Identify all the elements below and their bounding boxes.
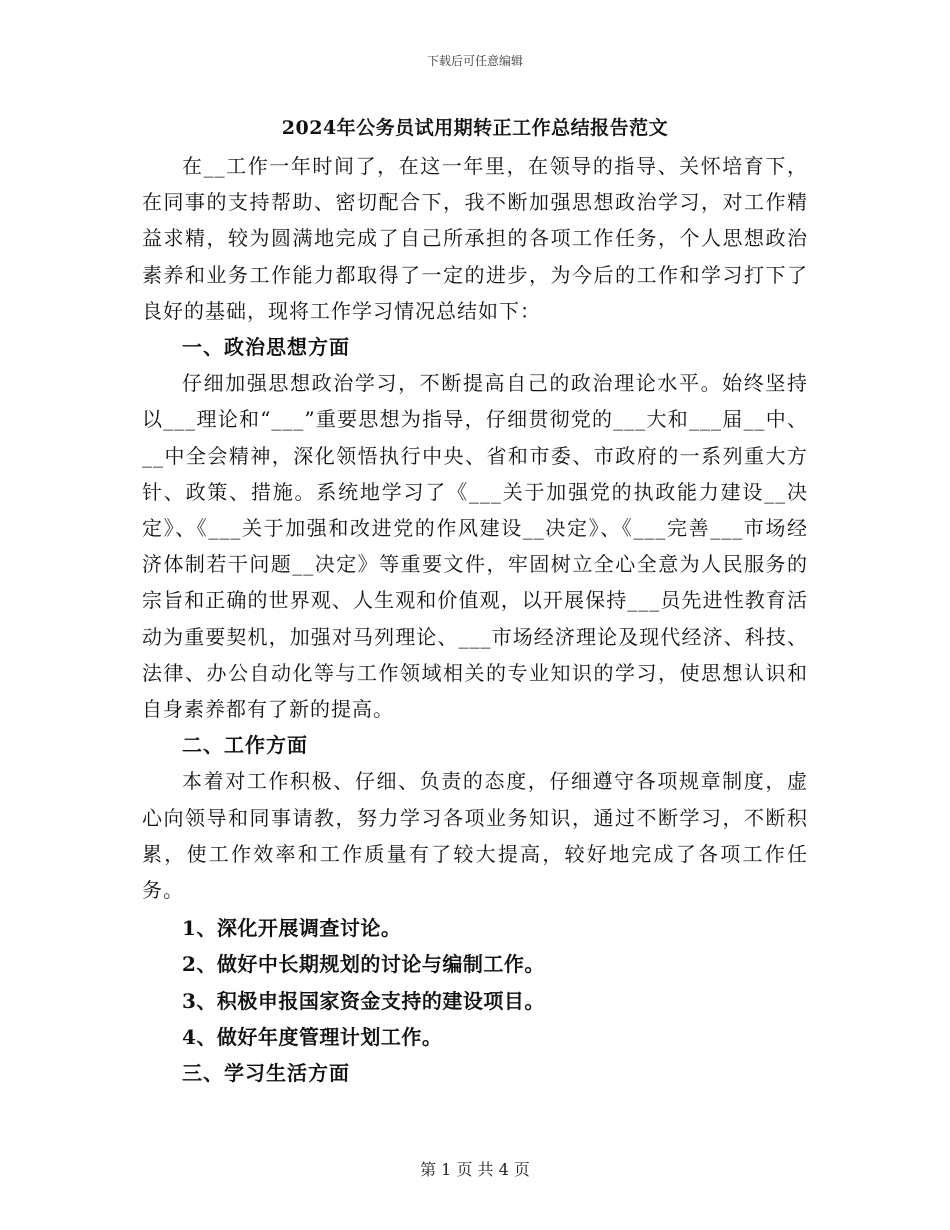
list-item: 2、做好中长期规划的讨论与编制工作。 — [182, 952, 545, 977]
work-paragraph: 本着对工作积极、仔细、负责的态度，仔细遵守各项规章制度，虚心向领导和同事请教，努力学习各项业务知识，通过不断学习，不断积累，使工作效率和工作质量有了较大提高，较好地完成了各项工作任务。 — [142, 769, 808, 903]
section-heading-study-life: 三、学习生活方面 — [182, 1061, 350, 1086]
section-heading-work: 二、工作方面 — [182, 733, 308, 758]
header-note: 下载后可任意编辑 — [426, 54, 523, 68]
list-item: 4、做好年度管理计划工作。 — [182, 1024, 443, 1049]
list-item: 1、深化开展调查讨论。 — [182, 916, 402, 941]
section-heading-politics: 一、政治思想方面 — [182, 335, 350, 360]
document-body — [142, 114, 808, 1091]
intro-paragraph: 在__工作一年时间了，在这一年里，在领导的指导、关怀培育下，在同事的支持帮助、密切配合下，我不断加强思想政治学习，对工作精益求精，较为圆满地完成了自己所承担的各项工作任务，个人思想政治素养和业务工作能力都取得了一定的进步，为今后的工作和学习打下了良好的基础，现将工作学习情况总结如下： — [142, 154, 808, 323]
document-title: 2024年公务员试用期转正工作总结报告范文 — [281, 117, 669, 139]
page-number: 第 1 页 共 4 页 — [420, 1160, 530, 1179]
politics-paragraph: 仔细加强思想政治学习，不断提高自己的政治理论水平。始终坚持以___理论和“___”重要思想为指导，仔细贯彻党的___大和___届__中、__中全会精神，深化领悟执行中央、省和市委、市政府的一系列重大方针、政策、措施。系统地学习了《___关于加强党的执政能力建设__决定》、《___关于加强和改进党的作风建设__决定》、《___完善___市场经济体制若干问题__决定》等重要文件，牢固树立全心全意为人民服务的宗旨和正确的世界观、人生观和价值观，以开展保持___员先进性教育活动为重要契机，加强对马列理论、___市场经济理论及现代经济、科技、法律、办公自动化等与工作领域相关的专业知识的学习，使思想认识和自身素养都有了新的提高。 — [142, 371, 808, 722]
list-item: 3、积极申报国家资金支持的建设项目。 — [182, 988, 545, 1013]
